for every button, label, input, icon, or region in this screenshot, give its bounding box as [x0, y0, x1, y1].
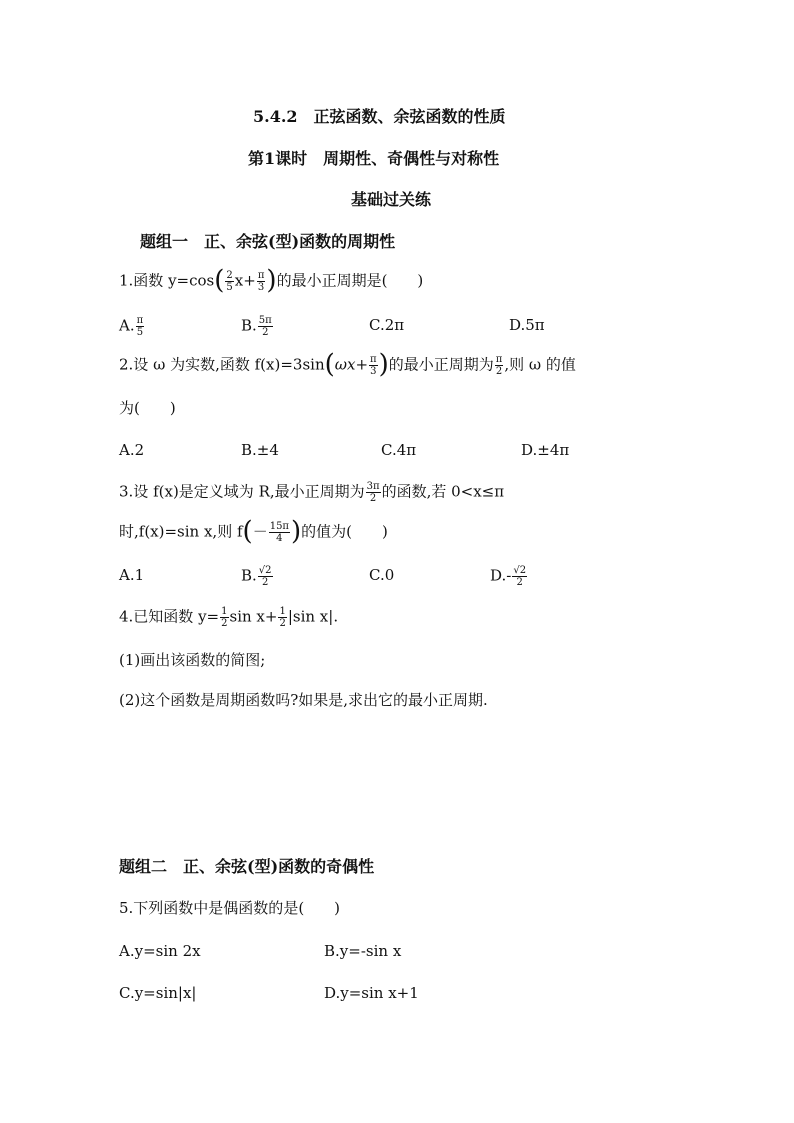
q1-option-a-num: π: [136, 315, 144, 326]
q1-fraction-coef: [225, 270, 233, 293]
q1-frac1-den: 5: [226, 282, 233, 293]
q3-option-b-fraction: [258, 565, 273, 588]
q1-suffix: 的最小正周期是( ): [276, 271, 424, 290]
q3-option-c-label: C.: [369, 566, 385, 584]
q3-fraction-arg: [269, 521, 290, 544]
question-3-stem-line2: [119, 516, 388, 547]
question-1-stem: [119, 265, 424, 296]
q4-half2-den: 2: [279, 618, 286, 629]
q3-option-d: [490, 565, 528, 588]
q2-option-a: A.2: [119, 441, 145, 459]
q3-option-a: [119, 565, 144, 585]
q2-frac-num: π: [370, 354, 377, 365]
q1-frac2-num: π: [257, 270, 265, 281]
q1-option-c: [369, 315, 404, 335]
q1-option-b: [241, 315, 274, 338]
q3-prefix: 3.设 f(x)是定义域为 R,最小正周期为: [119, 482, 365, 501]
q1-mid: x+: [234, 271, 256, 290]
q3-period-den: 2: [369, 493, 377, 504]
q4-half1-den: 2: [221, 618, 228, 629]
q4-prefix: 4.已知函数 y=: [119, 607, 220, 626]
section-title: 5.4.2 正弦函数、余弦函数的性质: [253, 107, 506, 126]
q2-prefix: 2.设 ω 为实数,函数 f(x)=3sin: [119, 355, 325, 374]
q1-option-b-den: 2: [262, 327, 269, 338]
q3-option-d-label: D.: [490, 566, 507, 585]
q4-half1-num: 1: [221, 606, 228, 617]
q3-right-paren: ): [291, 516, 302, 547]
q3-option-a-text: 1: [134, 566, 145, 584]
q5-option-d: D.y=sin x+1: [324, 984, 419, 1002]
q4-fraction-half-1: [220, 606, 228, 629]
q3-line2-prefix: 时,f(x)=sin x,则 f: [119, 522, 243, 541]
q1-frac1-num: 2: [226, 270, 233, 281]
q2-option-b: B.±4: [241, 441, 279, 459]
q3-option-d-num: √2: [513, 565, 527, 576]
q1-option-d-text: 5π: [525, 316, 545, 334]
q1-option-a-fraction: [136, 315, 145, 338]
q1-prefix: 1.函数 y=cos: [119, 271, 215, 290]
q2-fraction-period: [495, 354, 504, 377]
q3-arg-den: 4: [276, 533, 283, 544]
q1-option-a: [119, 315, 145, 338]
q2-middle: 的最小正周期为: [388, 355, 494, 374]
q3-line2-suffix: 的值为( ): [301, 522, 388, 541]
q5-option-c: C.y=sin|x|: [119, 984, 197, 1002]
q5-option-b: B.y=-sin x: [324, 942, 402, 960]
question-4-stem: [119, 606, 338, 629]
q2-option-c: C.4π: [381, 441, 417, 459]
q1-option-d: [509, 315, 545, 335]
q3-option-d-den: 2: [516, 577, 523, 588]
q4-subquestion-1: (1)画出该函数的简图;: [119, 651, 266, 669]
q2-frac-den: 3: [370, 366, 377, 377]
q2-fraction-phase: [369, 354, 378, 377]
q3-option-c-text: 0: [384, 566, 395, 584]
q1-option-c-text: 2π: [384, 316, 405, 334]
q2-option-d: D.±4π: [521, 441, 570, 459]
q2-period-den: 2: [495, 366, 503, 377]
q2-period-num: π: [495, 354, 503, 365]
q3-option-d-fraction: [512, 565, 527, 588]
q3-arg-sign: －: [252, 522, 268, 541]
exercise-title: 基础过关练: [351, 190, 432, 209]
q3-option-b: [241, 565, 274, 588]
q3-option-d-sign: -: [506, 566, 512, 585]
question-5-stem: 5.下列函数中是偶函数的是( ): [119, 899, 341, 917]
q3-option-b-den: 2: [261, 577, 269, 588]
q2-right-paren: ): [378, 349, 389, 380]
q3-option-b-num: √2: [258, 565, 272, 576]
q1-option-b-label: B.: [241, 316, 257, 335]
q2-suffix: ,则 ω 的值: [504, 355, 576, 374]
group-title-parity: 题组二 正、余弦(型)函数的奇偶性: [119, 857, 375, 876]
lesson-title: 第1课时 周期性、奇偶性与对称性: [248, 149, 500, 168]
q3-left-paren: (: [242, 516, 253, 547]
question-2-stem: [119, 349, 576, 380]
q1-right-paren: ): [266, 265, 277, 296]
q1-frac2-den: 3: [257, 282, 265, 293]
q1-option-b-num: 5π: [258, 315, 272, 326]
q2-inner: ωx+: [334, 355, 369, 374]
q4-suffix: |sin x|.: [287, 607, 339, 626]
q1-fraction-phase: [257, 270, 266, 293]
group-title-periodicity: 题组一 正、余弦(型)函数的周期性: [140, 232, 396, 251]
q3-fraction-period: [366, 481, 381, 504]
q1-option-b-fraction: [258, 315, 273, 338]
q1-left-paren: (: [214, 265, 225, 296]
q4-fraction-half-2: [278, 606, 286, 629]
q1-option-d-label: D.: [509, 316, 526, 334]
q4-half2-num: 1: [279, 606, 286, 617]
question-3-stem: [119, 481, 504, 504]
q3-option-c: [369, 565, 394, 585]
q2-stem-line2: 为( ): [119, 399, 176, 417]
q5-option-a: A.y=sin 2x: [119, 942, 201, 960]
q2-left-paren: (: [324, 349, 335, 380]
q4-subquestion-2: (2)这个函数是周期函数吗?如果是,求出它的最小正周期.: [119, 691, 488, 709]
q3-period-num: 3π: [366, 481, 380, 492]
q3-option-b-label: B.: [241, 566, 257, 585]
q4-mid: sin x+: [229, 607, 278, 626]
q1-option-c-label: C.: [369, 316, 385, 334]
q1-option-a-label: A.: [119, 316, 135, 335]
q3-option-a-label: A.: [119, 566, 135, 584]
q3-arg-num: 15π: [269, 521, 289, 532]
q3-suffix: 的函数,若 0<x≤π: [381, 482, 505, 501]
q1-option-a-den: 5: [136, 327, 144, 338]
